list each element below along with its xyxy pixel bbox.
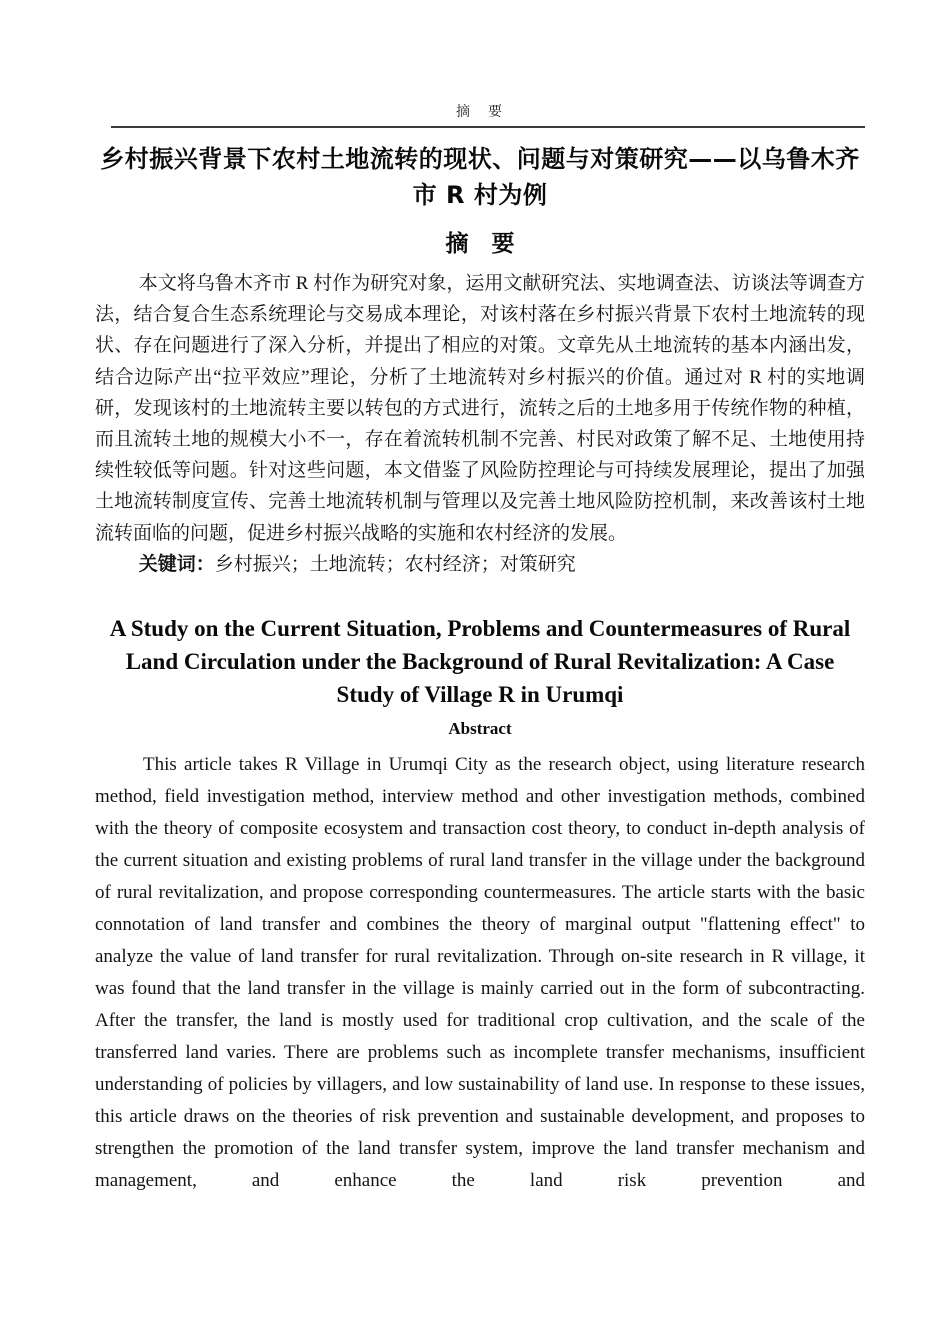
keywords-line: [95, 549, 865, 580]
header-rule: [111, 126, 865, 128]
chinese-abstract-paragraph: 本文将乌鲁木齐市 R 村作为研究对象，运用文献研究法、实地调查法、访谈法等调查方法，结合复合生态系统理论与交易成本理论，对该村落在乡村振兴背景下农村土地流转的现状、存在问题进行了深入分析，并提出了相应的对策。文章先从土地流转的基本内涵出发，结合边际产出“拉平效应”理论，分析了土地流转对乡村振兴的价值。通过对 R 村的实地调研，发现该村的土地流转主要以转包的方式进行，流转之后的土地多用于传统作物的种植，而且流转土地的规模大小不一，存在着流转机制不完善、村民对政策了解不足、土地使用持续性较低等问题。针对这些问题，本文借鉴了风险防控理论与可持续发展理论，提出了加强土地流转制度宣传、完善土地流转机制与管理以及完善土地风险防控机制，来改善该村土地流转面临的问题，促进乡村振兴战略的实施和农村经济的发展。: [95, 273, 865, 544]
english-abstract-paragraph: This article takes R Village in Urumqi City as the research object, using literature research method, field investigation method, interview method and other investigation methods, combined with the theory of composite ecosystem and transaction cost theory, to conduct in-depth analysis of the current situation and existing problems of rural land transfer in the village under the background of rural revitalization, and propose corresponding countermeasures. The article starts with the basic connotation of land transfer and combines the theory of marginal output "flattening effect" to analyze the value of land transfer for rural revitalization. Through on-site research in R village, it was found that the land transfer in the village is mainly carried out in the form of subcontracting. After the transfer, the land is mostly used for traditional crop cultivation, and the scale of the transferred land varies. There are problems such as incomplete transfer mechanisms, insufficient understanding of policies by villagers, and low sustainability of land use. In response to these issues, this article draws on the theories of risk prevention and sustainable development, and proposes to strengthen the promotion of the land transfer system, improve the land transfer mechanism and management, and enhance the land risk prevention and: [95, 754, 865, 1192]
english-abstract-heading: Abstract: [448, 719, 512, 739]
chinese-title: 乡村振兴背景下农村土地流转的现状、问题与对策研究——以乌鲁木齐市 R 村为例: [100, 145, 860, 209]
running-header-text: 摘 要: [456, 105, 504, 120]
chinese-abstract-heading: 摘 要: [445, 231, 515, 256]
english-title: A Study on the Current Situation, Problems and Countermeasures of Rural Land Circulation under the Background of Rural Revitalization: A Case Study of Village R in Urumqi: [109, 616, 851, 708]
running-header: [95, 103, 865, 123]
keywords-label: 关键词：: [138, 552, 215, 575]
keywords-text: 乡村振兴；土地流转；农村经济；对策研究: [214, 553, 576, 575]
